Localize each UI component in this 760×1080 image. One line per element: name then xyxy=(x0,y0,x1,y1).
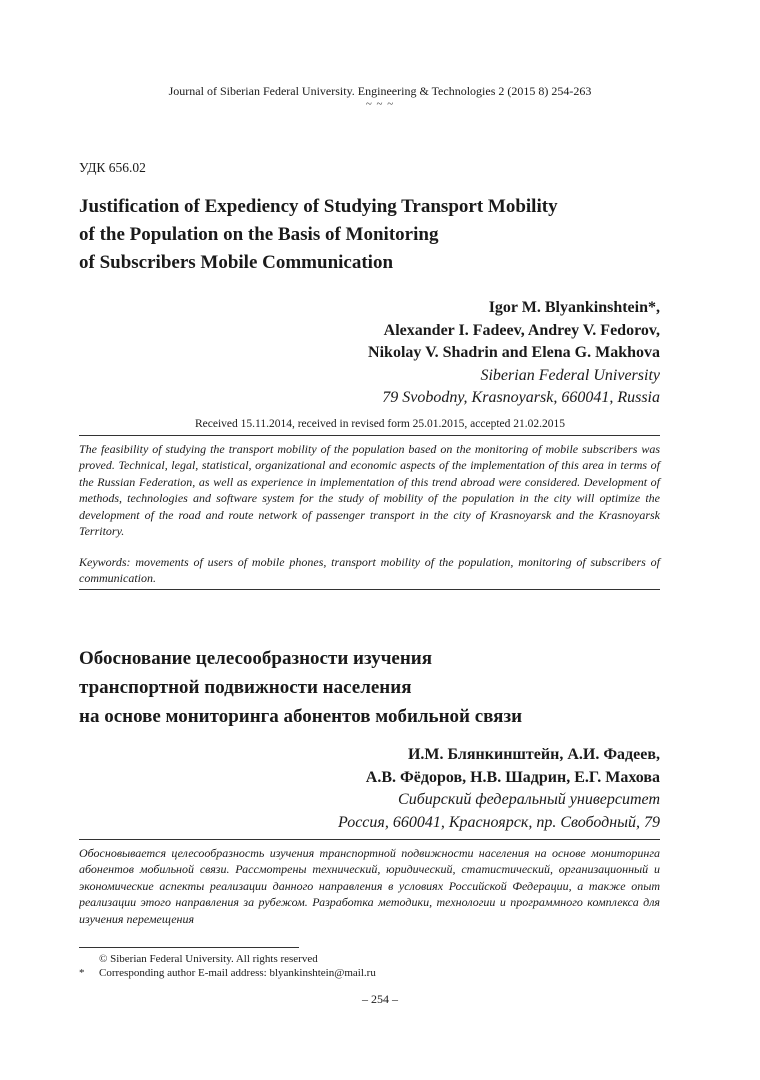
title-line: Justification of Expediency of Studying Transport Mobility xyxy=(79,196,558,217)
title-line: of Subscribers Mobile Communication xyxy=(79,252,394,273)
author-line: А.В. Фёдоров, Н.В. Шадрин, Е.Г. Махова xyxy=(365,768,660,786)
title-line: Обоснование целесообразности изучения xyxy=(79,648,433,669)
abstract-bottom-rule xyxy=(79,589,660,590)
author-line: Alexander I. Fadeev, Andrey V. Fedorov, xyxy=(383,321,660,339)
russian-title xyxy=(79,644,679,731)
author-line: Igor M. Blyankinshtein*, xyxy=(488,299,660,316)
corresponding-footnote xyxy=(79,966,376,980)
journal-header: Journal of Siberian Federal University. Engineering & Technologies 2 (2015 8) 254-263 xyxy=(168,84,592,98)
russian-abstract-rule xyxy=(79,839,660,840)
english-keywords: Keywords: movements of users of mobile phones, transport mobility of the population, monitoring of subscribers of communication. xyxy=(79,555,660,586)
page-number: – 254 – xyxy=(362,992,398,1006)
affiliation-line: 79 Svobodny, Krasnoyarsk, 660041, Russia xyxy=(382,389,660,406)
footnote-star: * xyxy=(79,967,85,979)
copyright-footnote xyxy=(79,952,318,966)
author-line: И.М. Блянкинштейн, А.И. Фадеев, xyxy=(407,746,660,763)
english-authors xyxy=(368,297,660,410)
received-dates: Received 15.11.2014, received in revised form 25.01.2015, accepted 21.02.2015 xyxy=(194,418,566,430)
affiliation-line: Siberian Federal University xyxy=(480,366,660,384)
udc-code: УДК 656.02 xyxy=(79,160,146,175)
english-title xyxy=(79,193,679,277)
footnote-rule xyxy=(79,947,299,948)
title-line: на основе мониторинга абонентов мобильной связи xyxy=(79,706,523,727)
english-abstract: The feasibility of studying the transport mobility of the population based on the monitoring of mobile subscribers was proved. Technical, legal, statistical, organizational and economic aspects of the implementation of this area in terms of the Russian Federation, as well as experience in implementation of this trend abroad were considered. Development of methods, technologies and software system for the study of mobility of the population in the city will optimize the development of the road and route network of passenger transport in the city of Krasnoyarsk and the Krasnoyarsk Territory. xyxy=(79,442,660,539)
affiliation-line: Сибирский федеральный университет xyxy=(398,791,660,808)
russian-abstract: Обосновывается целесообразность изучения транспортной подвижности населения на основе мониторинга абонентов мобильной связи. Рассмотрены технический, юридический, статистический, организационный и экономические аспекты реализации данного направления в условиях Российской Федерации, а также опыт реализации этого направления за рубежом. Разработка методики, технологии и программного комплекса для изучения перемещения xyxy=(79,846,660,926)
title-line: транспортной подвижности населения xyxy=(79,677,412,698)
copyright-text: © Siberian Federal University. All rights reserved xyxy=(99,953,318,965)
header-ornament: ~ ~ ~ xyxy=(365,98,395,110)
russian-authors xyxy=(338,744,660,834)
title-line: of the Population on the Basis of Monitoring xyxy=(79,224,439,245)
affiliation-line: Россия, 660041, Красноярск, пр. Свободный, 79 xyxy=(338,813,660,831)
author-line: Nikolay V. Shadrin and Elena G. Makhova xyxy=(368,344,660,361)
corresponding-text: Corresponding author E-mail address: blyankinshtein@mail.ru xyxy=(99,967,376,979)
abstract-top-rule xyxy=(79,435,660,436)
